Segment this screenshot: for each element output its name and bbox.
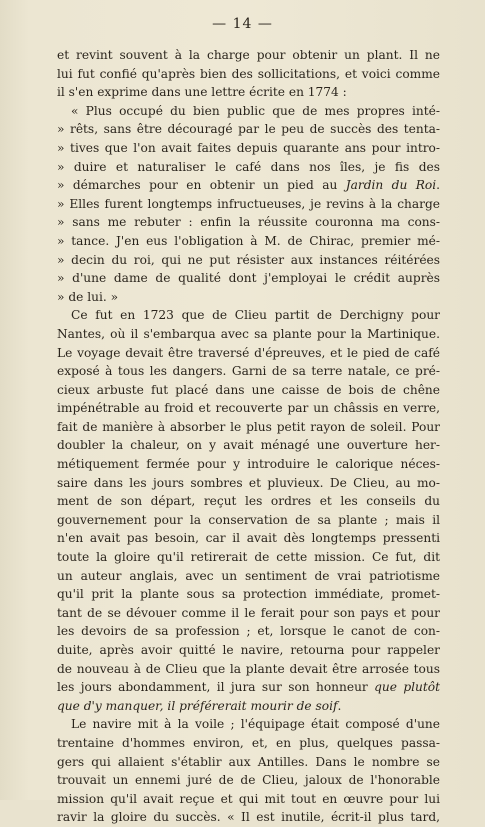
text-line-main: métiquement fermée pour y introduire le calorique néces- <box>57 457 440 472</box>
text-line <box>57 492 440 511</box>
text-line <box>57 715 440 734</box>
text-line-main: trouvait un ennemi juré de de Clieu, jaloux de l'honorable <box>57 773 440 788</box>
text-line-main: » duire et naturaliser le café dans nos îles, je fis des <box>57 159 440 174</box>
text-line-main: » sans me rebuter : enfin la réussite couronna ma cons- <box>57 215 440 230</box>
text-line-main: et revint souvent à la charge pour obtenir un plant. Il ne <box>57 48 440 62</box>
text-line-main: duite, après avoir quitté le navire, retourna pour rappeler <box>57 643 440 657</box>
text-line <box>57 325 440 344</box>
text-line <box>57 641 440 660</box>
text-line-main: gers qui allaient s'établir aux Antilles. Dans le nombre se <box>57 754 440 769</box>
text-line <box>57 753 440 772</box>
text-line-main: Le voyage devait être traversé d'épreuves, et le pied de café <box>57 345 440 360</box>
text-line <box>57 306 440 325</box>
text-line <box>57 604 440 623</box>
text-line <box>57 102 440 121</box>
text-line-main: ment de son départ, reçut les ordres et les conseils du <box>57 494 440 509</box>
text-line-italic: que plutôt <box>374 680 440 695</box>
text-line-main: fait de manière à absorber le plus petit rayon de soleil. Pour <box>57 419 440 434</box>
text-line-main: cieux arbuste fut placé dans une caisse de bois de chêne <box>57 382 440 397</box>
text-line-main: » rêts, sans être découragé par le peu de succès des tenta- <box>57 122 440 137</box>
text-line <box>57 65 440 84</box>
text-line-tail: . <box>337 698 342 713</box>
text-line <box>57 120 440 139</box>
text-line-main: tant de se dévouer comme il le ferait pour son pays et pour <box>57 605 440 620</box>
text-line <box>57 251 440 270</box>
text-line <box>57 418 440 437</box>
text-line <box>57 474 440 493</box>
text-line-main: gouvernement pour la conservation de sa plante ; mais il <box>57 512 440 527</box>
text-line <box>57 678 440 697</box>
page-number: — 14 — <box>212 16 273 32</box>
text-line-main: mission qu'il avait reçue et qui mit tout en œuvre pour lui <box>57 791 440 806</box>
text-line <box>57 158 440 177</box>
text-line-main: impénétrable au froid et recouverte par un châssis en verre, <box>57 401 440 416</box>
text-line <box>57 455 440 474</box>
text-line <box>57 46 440 65</box>
text-line-main: Le navire mit à la voile ; l'équipage était composé d'une <box>71 717 440 732</box>
text-line <box>57 83 440 102</box>
text-line <box>57 697 440 716</box>
text-line <box>57 213 440 232</box>
text-line <box>57 548 440 567</box>
text-line-main: un auteur anglais, avec un sentiment de vrai patriotisme <box>57 568 440 583</box>
text-line-main: exposé à tous les dangers. Garni de sa terre natale, ce pré- <box>57 364 440 379</box>
text-line-main: il s'en exprime dans une lettre écrite en 1774 : <box>57 85 347 100</box>
text-line-main: trentaine d'hommes environ, et, en plus, quelques passa- <box>57 735 440 750</box>
text-line <box>57 771 440 790</box>
text-line <box>57 399 440 418</box>
text-line <box>57 436 440 455</box>
text-line <box>57 567 440 586</box>
body-text <box>57 46 440 827</box>
text-line <box>57 176 440 195</box>
text-line-main: » decin du roi, qui ne put résister aux instances réitérées <box>57 252 440 267</box>
text-line <box>57 734 440 753</box>
text-line-main: Ce fut en 1723 que de Clieu partit de Derchigny pour <box>71 308 440 323</box>
text-line-main: » tives que l'on avait faites depuis quarante ans pour intro- <box>57 140 440 155</box>
text-line-main: » de lui. » <box>57 289 119 304</box>
text-line <box>57 288 440 307</box>
text-line-italic: que d'y manquer, il préférerait mourir de soif <box>57 698 338 713</box>
text-line-main: « Plus occupé du bien public que de mes propres inté- <box>71 103 440 118</box>
text-line <box>57 585 440 604</box>
text-line-main: ravir la gloire du succès. « Il est inutile, écrit-il plus tard, <box>57 810 440 825</box>
text-line-main: » Elles furent longtemps infructueuses, je revins à la charge <box>57 196 440 211</box>
text-line <box>57 269 440 288</box>
text-line-main: doubler la chaleur, on y avait ménagé une ouverture her- <box>57 438 440 453</box>
text-line-main: » tance. J'en eus l'obligation à M. de Chirac, premier mé- <box>57 233 440 248</box>
text-line <box>57 529 440 548</box>
text-line-italic: Jardin du Roi <box>345 178 437 193</box>
text-line <box>57 139 440 158</box>
text-line <box>57 660 440 679</box>
text-line <box>57 381 440 400</box>
text-line-main: saire dans les jours sombres et pluvieux. De Clieu, au mo- <box>57 475 440 490</box>
text-line-main: qu'il prit la plante sous sa protection immédiate, promet- <box>57 587 440 602</box>
text-line-main: les devoirs de sa profession ; et, lorsque le canot de con- <box>57 624 440 639</box>
text-line-main: les jours abondamment, il jura sur son honneur <box>57 680 375 695</box>
text-line-main: toute la gloire qu'il retirerait de cette mission. Ce fut, dit <box>57 550 440 565</box>
text-line-main: Nantes, où il s'embarqua avec sa plante pour la Martinique. <box>57 326 440 341</box>
text-line-main: de nouveau à de Clieu que la plante devait être arrosée tous <box>57 661 440 676</box>
text-line <box>57 622 440 641</box>
text-line <box>57 808 440 827</box>
text-line <box>57 344 440 363</box>
text-line-tail: . <box>436 178 440 193</box>
text-line <box>57 790 440 809</box>
text-line-main: » démarches pour en obtenir un pied au <box>57 178 346 193</box>
text-line <box>57 232 440 251</box>
text-line <box>57 195 440 214</box>
text-line-main: n'en avait pas besoin, car il avait dès longtemps pressenti <box>57 531 440 546</box>
text-line <box>57 511 440 530</box>
text-line-main: lui fut confié qu'après bien des sollicitations, et voici comme <box>57 66 440 81</box>
text-line <box>57 362 440 381</box>
text-line-main: » d'une dame de qualité dont j'employai le crédit auprès <box>57 271 440 286</box>
